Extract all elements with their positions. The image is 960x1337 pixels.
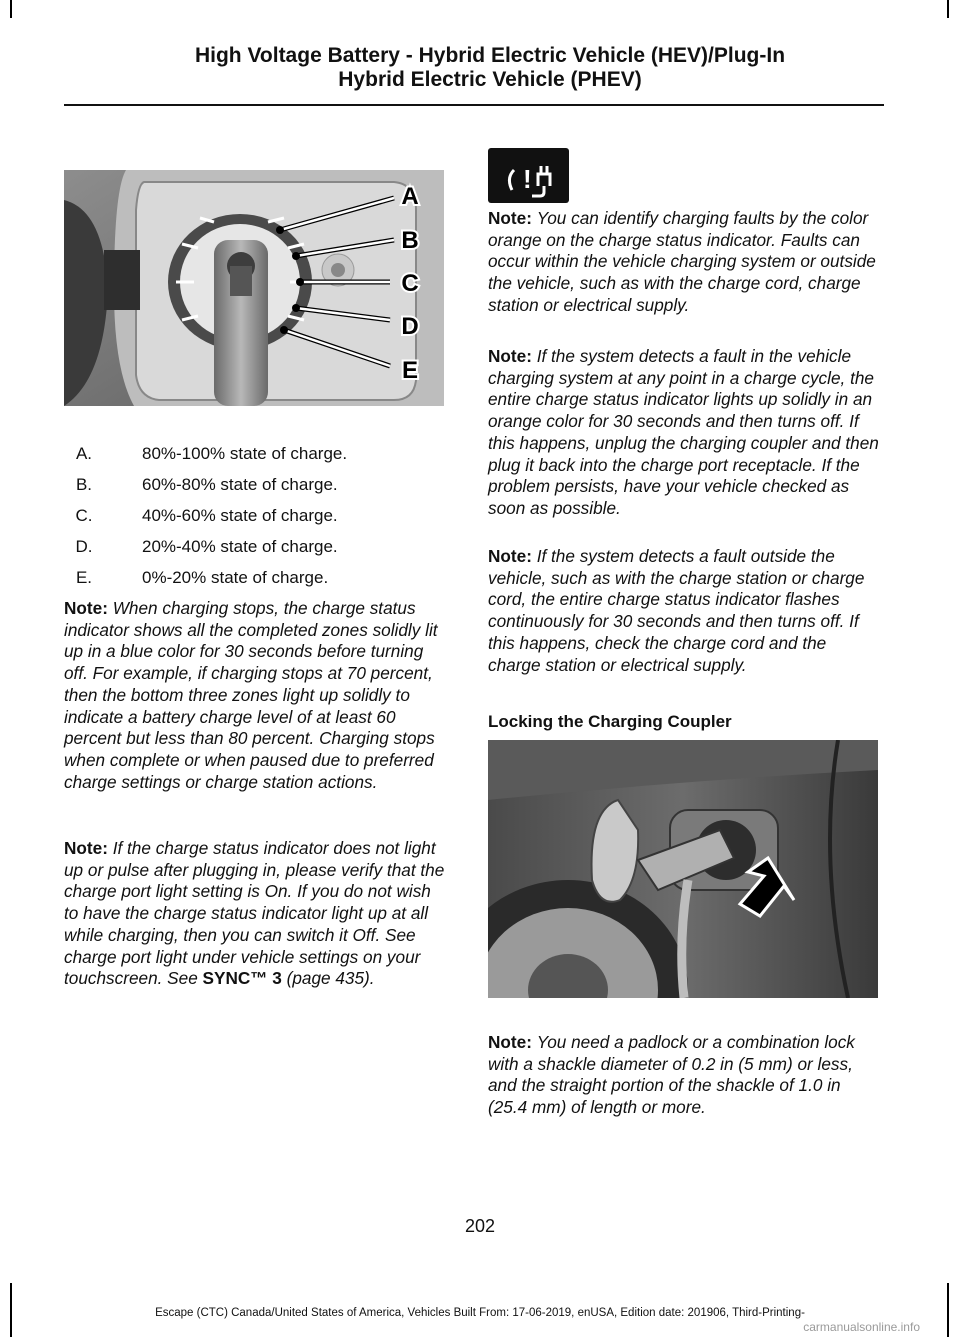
note-label: Note: xyxy=(488,546,532,566)
header-title-line1: High Voltage Battery - Hybrid Electric Vehicle (HEV)/Plug-In xyxy=(194,44,786,67)
legend-key: C. xyxy=(75,506,93,525)
legend-item xyxy=(64,442,444,473)
note-label: Note: xyxy=(488,1032,532,1052)
note-text: You need a padlock or a combination lock with a shackle diameter of 0.2 in (5 mm) or less, and the straight portion of the shackle of 1.0 in (25.4 mm) of length or more. xyxy=(488,1032,855,1118)
legend-item xyxy=(64,566,444,597)
callout-c: C xyxy=(401,270,419,297)
note-text: If the system detects a fault outside the vehicle, such as with the charge station or charge cord, the entire charge status indicator flashes continuously for 30 seconds and then turns off. If this happens, check the charge cord and the charge station or electrical supply. xyxy=(488,546,865,675)
watermark: carmanualsonline.info xyxy=(803,1320,920,1334)
note-text: If the charge status indicator does not light up or pulse after plugging in, please verify that the charge port light setting is On. If you do not wish to have the charge status indicator light up at all while charging, then you can switch it Off. See charge port light under vehicle settings on your touchscreen. See xyxy=(64,838,445,989)
section-heading: Locking the Charging Coupler xyxy=(488,712,732,731)
legend-text: 0%-20% state of charge. xyxy=(142,568,329,587)
note-text: If the system detects a fault in the vehicle charging system at any point in a charge cycle, the entire charge status indicator lights up solidly in an orange color for 30 seconds and then turns off. If this happens, unplug the charging coupler and then plug it back into the charge port receptacle. If the problem persists, have your vehicle checked as soon as possible. xyxy=(488,346,879,518)
legend-key: E. xyxy=(75,568,93,587)
legend-text: 40%-60% state of charge. xyxy=(142,506,338,525)
legend-item xyxy=(64,504,444,535)
legend-key: B. xyxy=(75,475,93,494)
coupler-illustration xyxy=(488,740,878,998)
locking-coupler-figure xyxy=(488,740,878,998)
state-of-charge-legend xyxy=(64,442,444,597)
header-title-line2: Hybrid Electric Vehicle (PHEV) xyxy=(338,68,642,91)
legend-key: A. xyxy=(75,444,93,463)
page-reference: (page 435). xyxy=(286,968,375,989)
note-charging-stops xyxy=(64,598,448,793)
note-fault-outside xyxy=(488,546,880,676)
legend-text: 60%-80% state of charge. xyxy=(142,475,338,494)
note-label: Note: xyxy=(64,838,108,858)
note-label: Note: xyxy=(488,346,532,366)
header-rule xyxy=(64,104,884,106)
note-fault-color xyxy=(488,208,880,317)
note-text: When charging stops, the charge status indicator shows all the completed zones solidly lit up in a blue color for 30 seconds before turning off. For example, if charging stops at 70 percent, then the bottom three zones light up solidly to indicate a battery charge level of at least 60 percent but less than 80 percent. Charging stops when complete or when paused due to preferred charge settings or charge station actions. xyxy=(64,598,438,792)
legend-item xyxy=(64,473,444,504)
legend-text: 80%-100% state of charge. xyxy=(142,444,348,463)
footer-text: Escape (CTC) Canada/United States of America, Vehicles Built From: 17-06-2019, enUSA, Edition date: 201906, Third-Printing- xyxy=(155,1307,805,1319)
callout-d: D xyxy=(401,313,419,340)
charge-port-illustration xyxy=(64,170,444,406)
note-fault-vehicle xyxy=(488,346,880,520)
legend-text: 20%-40% state of charge. xyxy=(142,537,338,556)
crop-mark xyxy=(947,0,949,18)
charging-fault-warning-icon xyxy=(488,148,569,203)
note-padlock xyxy=(488,1032,880,1119)
note-label: Note: xyxy=(64,598,108,618)
callout-b: B xyxy=(401,227,419,254)
charge-status-indicator-figure xyxy=(64,170,444,406)
page-number: 202 xyxy=(464,1216,496,1236)
note-label: Note: xyxy=(488,208,532,228)
crop-mark xyxy=(10,0,12,18)
legend-item xyxy=(64,535,444,566)
sync-reference-link[interactable]: SYNC™ 3 xyxy=(202,968,282,989)
page-header xyxy=(60,44,920,92)
callout-a: A xyxy=(401,183,419,210)
note-indicator-not-lit xyxy=(64,838,448,990)
legend-key: D. xyxy=(75,537,93,556)
svg-text:!: ! xyxy=(523,164,532,194)
note-text: You can identify charging faults by the color orange on the charge status indicator. Faults can occur within the vehicle charging system or outside the vehicle, such as with the charge cord, charge station or electrical supply. xyxy=(488,208,876,315)
callout-e: E xyxy=(401,357,419,384)
